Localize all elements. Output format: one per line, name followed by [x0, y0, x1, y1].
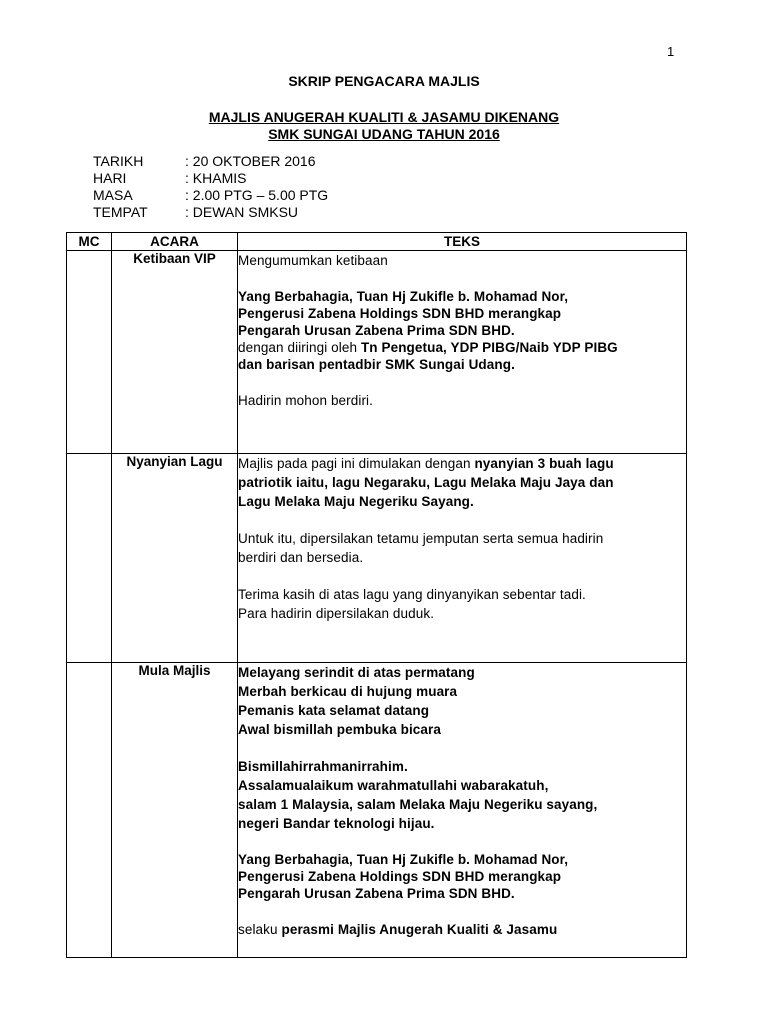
info-label: HARI: [93, 170, 127, 186]
info-row-date: [93, 153, 328, 170]
acara-cell: Nyanyian Lagu: [112, 454, 238, 663]
teks-line: Merbah berkicau di hujung muara: [238, 684, 458, 699]
event-info: [93, 153, 328, 221]
mc-cell: [67, 251, 112, 454]
info-label: MASA: [93, 187, 133, 203]
teks-line: salam 1 Malaysia, salam Melaka Maju Negeriku sayang,: [238, 797, 598, 812]
teks-line: dan barisan pentadbir SMK Sungai Udang.: [238, 357, 515, 372]
teks-line: berdiri dan bersedia.: [238, 550, 364, 565]
info-row-day: [93, 170, 328, 187]
acara-cell: Mula Majlis: [112, 663, 238, 958]
header-acara: ACARA: [112, 233, 238, 251]
header-mc: MC: [67, 233, 112, 251]
page-number: 1: [667, 44, 675, 59]
greeting-paragraph: [238, 757, 686, 833]
teks-line: perasmi Majlis Anugerah Kualiti & Jasamu: [281, 922, 558, 937]
teks-line: Untuk itu, dipersilakan tetamu jemputan serta semua hadirin: [238, 531, 604, 546]
info-label: TARIKH: [93, 153, 144, 169]
teks-line: Awal bismillah pembuka bicara: [238, 722, 441, 737]
teks-line: Pengarah Urusan Zabena Prima SDN BHD.: [238, 323, 515, 338]
info-label: TEMPAT: [93, 204, 148, 220]
acara-cell: Ketibaan VIP: [112, 251, 238, 454]
teks-line: Pengerusi Zabena Holdings SDN BHD merangkap: [238, 306, 562, 321]
teks-paragraph: [238, 585, 686, 623]
teks-line: Lagu Melaka Maju Negeriku Sayang.: [238, 494, 474, 509]
table-row: [67, 663, 687, 958]
teks-line: Pemanis kata selamat datang: [238, 703, 430, 718]
teks-line: Pengarah Urusan Zabena Prima SDN BHD.: [238, 886, 515, 901]
teks-paragraph: [238, 920, 686, 939]
teks-paragraph: [238, 529, 686, 567]
event-title-line-1: MAJLIS ANUGERAH KUALITI & JASAMU DIKENANG: [208, 109, 560, 125]
teks-cell: [238, 454, 687, 663]
teks-paragraph: Mengumumkan ketibaan: [238, 253, 388, 268]
info-value: : 2.00 PTG – 5.00 PTG: [185, 187, 329, 203]
teks-line: nyanyian 3 buah lagu: [474, 456, 614, 471]
teks-line: Melayang serindit di atas permatang: [238, 665, 475, 680]
info-row-venue: [93, 204, 328, 221]
pantun-stanza: [238, 663, 686, 739]
info-value: : KHAMIS: [185, 170, 247, 186]
teks-line: Bismillahirrahmanirrahim.: [238, 759, 408, 774]
teks-line: selaku: [238, 922, 282, 937]
teks-paragraph: [238, 454, 686, 511]
teks-line: Assalamualaikum warahmatullahi wabarakatuh,: [238, 778, 549, 793]
teks-line: Pengerusi Zabena Holdings SDN BHD merangkap: [238, 869, 562, 884]
teks-line: Yang Berbahagia, Tuan Hj Zukifle b. Mohamad Nor,: [238, 852, 569, 867]
mc-cell: [67, 454, 112, 663]
script-table: [66, 232, 687, 958]
header-teks: TEKS: [238, 233, 687, 251]
vip-paragraph: [238, 851, 686, 902]
teks-cell: [238, 663, 687, 958]
teks-cell: [238, 251, 687, 454]
teks-line: Para hadirin dipersilakan duduk.: [238, 606, 435, 621]
teks-paragraph: Hadirin mohon berdiri.: [238, 393, 374, 408]
table-row: [67, 251, 687, 454]
table-row: [67, 454, 687, 663]
info-row-time: [93, 187, 328, 204]
table-header-row: [67, 233, 687, 251]
teks-line: dengan diiringi oleh: [238, 340, 361, 355]
info-value: : DEWAN SMKSU: [185, 204, 299, 220]
teks-line: Yang Berbahagia, Tuan Hj Zukifle b. Mohamad Nor,: [238, 289, 569, 304]
info-value: : 20 OKTOBER 2016: [185, 153, 316, 169]
teks-line: Tn Pengetua, YDP PIBG/Naib YDP PIBG: [360, 340, 618, 355]
teks-line: patriotik iaitu, lagu Negaraku, Lagu Melaka Maju Jaya dan: [238, 475, 614, 490]
teks-line: Majlis pada pagi ini dimulakan dengan: [238, 456, 475, 471]
script-title: SKRIP PENGACARA MAJLIS: [288, 73, 480, 89]
teks-line: negeri Bandar teknologi hijau.: [238, 816, 435, 831]
mc-cell: [67, 663, 112, 958]
teks-line: Terima kasih di atas lagu yang dinyanyikan sebentar tadi.: [238, 587, 586, 602]
teks-paragraph: [238, 288, 686, 373]
event-title-line-2: SMK SUNGAI UDANG TAHUN 2016: [268, 126, 500, 142]
